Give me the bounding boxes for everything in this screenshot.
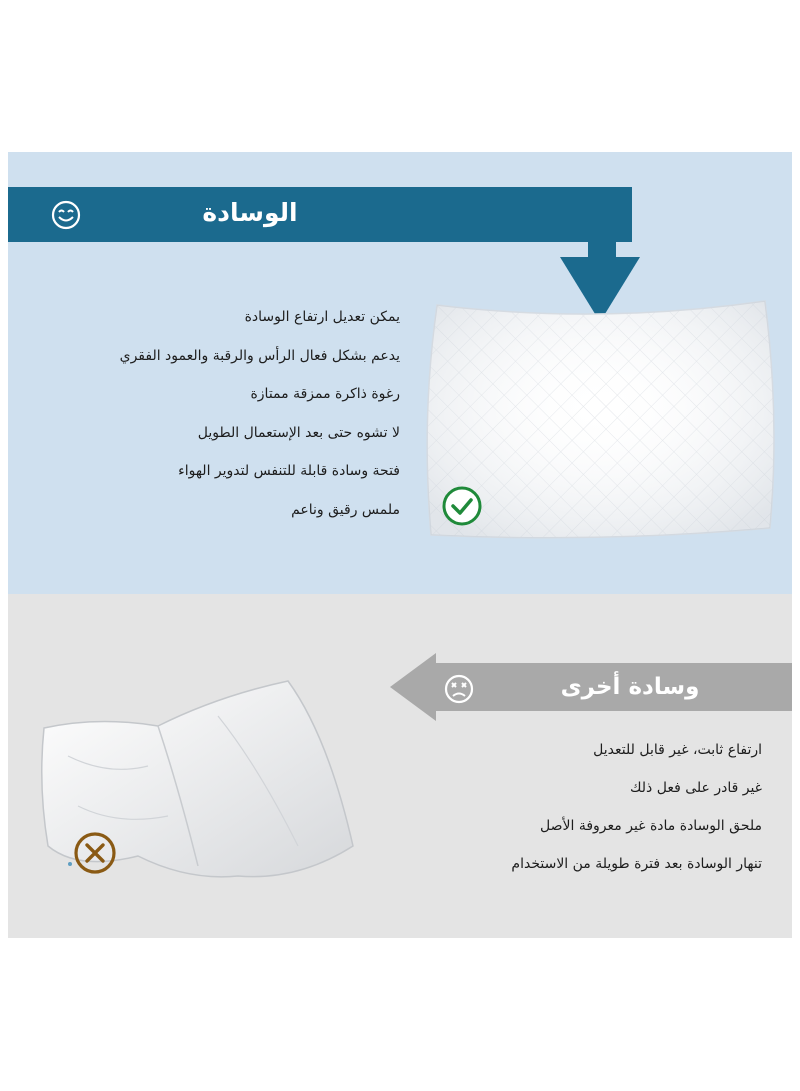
drawback-text: تنهار الوسادة بعد فترة طويلة من الاستخدام bbox=[511, 856, 762, 872]
drawback-text: ارتفاع ثابت، غير قابل للتعديل bbox=[593, 742, 762, 758]
list-item bbox=[410, 849, 762, 887]
list-item bbox=[30, 495, 400, 534]
feature-text: لا تشوه حتى بعد الإستعمال الطويل bbox=[197, 424, 400, 441]
drawback-text: غير قادر على فعل ذلك bbox=[629, 780, 762, 796]
good-pillow-features bbox=[30, 302, 400, 533]
feature-text: ملمس رقيق وناعم bbox=[291, 501, 400, 518]
list-item bbox=[30, 379, 400, 418]
list-item bbox=[410, 811, 762, 849]
list-item bbox=[30, 418, 400, 457]
check-icon bbox=[441, 485, 483, 527]
list-item bbox=[30, 456, 400, 495]
feature-text: رغوة ذاكرة ممزقة ممتازة bbox=[250, 386, 400, 402]
good-pillow-title: الوسادة bbox=[202, 198, 298, 227]
other-pillow-drawbacks bbox=[410, 735, 762, 887]
cross-icon bbox=[72, 830, 118, 876]
feature-text: يمكن تعديل ارتفاع الوسادة bbox=[244, 309, 400, 325]
smile-icon bbox=[50, 199, 82, 231]
list-item bbox=[30, 341, 400, 380]
sad-face-icon bbox=[443, 673, 475, 705]
list-item bbox=[410, 773, 762, 811]
drawback-text: ملحق الوسادة مادة غير معروفة الأصل bbox=[540, 818, 762, 834]
other-pillow-title: وسادة أخرى bbox=[560, 674, 700, 700]
feature-text: فتحة وسادة قابلة للتنفس لتدوير الهواء bbox=[178, 463, 400, 479]
feature-text: يدعم بشكل فعال الرأس والرقبة والعمود الفقري bbox=[119, 347, 400, 364]
good-pillow-banner bbox=[8, 187, 624, 242]
list-item bbox=[30, 302, 400, 341]
list-item bbox=[410, 735, 762, 773]
